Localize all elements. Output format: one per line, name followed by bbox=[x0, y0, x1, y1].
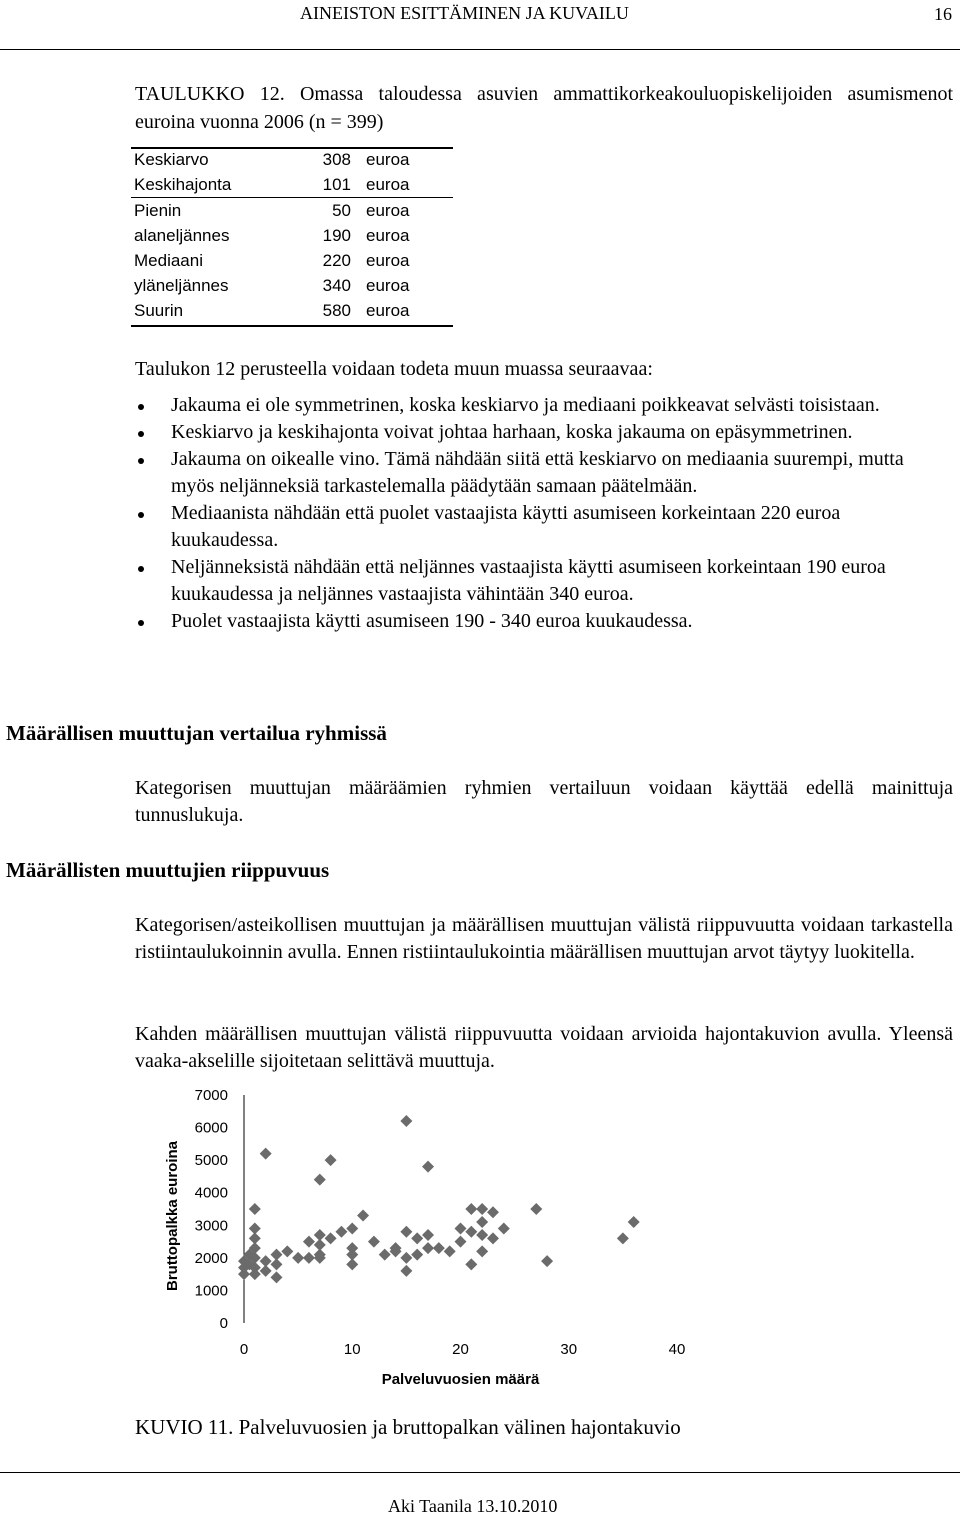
row-value: 220 bbox=[322, 251, 351, 270]
scatter-chart bbox=[160, 1082, 700, 1400]
x-tick-label: 20 bbox=[452, 1341, 469, 1358]
section-heading: Määrällisen muuttujan vertailua ryhmissä bbox=[6, 721, 387, 745]
data-point bbox=[249, 1203, 261, 1215]
data-point bbox=[476, 1203, 488, 1215]
list-item-text: Mediaanista nähdään että puolet vastaajista käytti asumiseen korkeintaan 220 euroa kuukaudessa. bbox=[171, 502, 841, 551]
bullet-icon bbox=[138, 404, 144, 410]
data-point bbox=[433, 1242, 445, 1254]
row-label: Mediaani bbox=[134, 251, 203, 270]
table-row bbox=[131, 301, 453, 326]
data-point bbox=[281, 1245, 293, 1257]
data-point bbox=[628, 1216, 640, 1228]
data-point bbox=[455, 1223, 467, 1235]
table-row bbox=[131, 150, 453, 175]
y-tick-label: 0 bbox=[219, 1315, 228, 1332]
statistics-table bbox=[131, 147, 453, 329]
table-row bbox=[131, 251, 453, 276]
data-point bbox=[400, 1115, 412, 1127]
list-item bbox=[135, 446, 935, 500]
y-tick-label: 1000 bbox=[194, 1282, 228, 1300]
running-header-title: AINEISTON ESITTÄMINEN JA KUVAILU bbox=[300, 3, 629, 23]
data-point bbox=[368, 1236, 380, 1248]
data-point bbox=[400, 1226, 412, 1238]
section-paragraph: Kategorisen/asteikollisen muuttujan ja määrällisen muuttujan välistä riippuvuutta voidaan tarkastella ristiintaulukoinnin avulla. Ennen ristiintaulukointia määrällisen muuttujan arvot täytyy luokitella. bbox=[135, 914, 953, 963]
row-value: 101 bbox=[322, 175, 351, 194]
row-label: Keskihajonta bbox=[134, 175, 232, 194]
list-item bbox=[135, 419, 935, 446]
data-point bbox=[400, 1265, 412, 1277]
list-item bbox=[135, 554, 935, 608]
list-item bbox=[135, 500, 935, 554]
data-point bbox=[346, 1258, 358, 1270]
x-tick-label: 0 bbox=[239, 1341, 249, 1358]
data-point bbox=[325, 1154, 337, 1166]
footer-text: Aki Taanila 13.10.2010 bbox=[388, 1496, 558, 1516]
row-label: alaneljännes bbox=[134, 226, 230, 245]
data-point bbox=[422, 1242, 434, 1254]
data-point bbox=[455, 1236, 467, 1248]
table-row bbox=[131, 175, 453, 200]
data-point bbox=[476, 1229, 488, 1241]
data-point bbox=[325, 1232, 337, 1244]
row-unit: euroa bbox=[366, 276, 410, 295]
bullet-icon bbox=[138, 620, 144, 626]
data-point bbox=[465, 1203, 477, 1215]
row-unit: euroa bbox=[366, 251, 410, 270]
list-item-text: Keskiarvo ja keskihajonta voivat johtaa harhaan, koska jakauma on epäsymmetrinen. bbox=[171, 421, 853, 443]
y-tick-label: 4000 bbox=[194, 1184, 228, 1202]
list-item-text: Puolet vastaajista käytti asumiseen 190 - 340 euroa kuukaudessa. bbox=[171, 610, 693, 632]
data-point bbox=[541, 1255, 553, 1267]
data-point bbox=[487, 1232, 499, 1244]
section-paragraph: Kategorisen muuttujan määräämien ryhmien vertailuun voidaan käyttää edellä mainittuja tunnuslukuja. bbox=[135, 777, 953, 826]
row-value: 580 bbox=[322, 301, 351, 320]
data-point bbox=[444, 1245, 456, 1257]
data-point bbox=[303, 1252, 315, 1264]
footer-rule bbox=[0, 1472, 960, 1473]
row-value: 50 bbox=[332, 201, 351, 220]
page-number: 16 bbox=[934, 4, 952, 24]
data-point bbox=[249, 1223, 261, 1235]
data-point bbox=[260, 1148, 272, 1160]
table-row bbox=[131, 201, 453, 226]
intro-text: Taulukon 12 perusteella voidaan todeta muun muassa seuraavaa: bbox=[135, 358, 653, 380]
x-tick-label: 40 bbox=[668, 1341, 686, 1358]
data-point bbox=[617, 1232, 629, 1244]
list-item bbox=[135, 608, 935, 635]
row-unit: euroa bbox=[366, 226, 410, 245]
data-point bbox=[476, 1245, 488, 1257]
bullet-icon bbox=[138, 431, 144, 437]
data-point bbox=[270, 1258, 282, 1270]
data-point bbox=[314, 1174, 326, 1186]
y-tick-label: 6000 bbox=[194, 1119, 228, 1137]
bullet-icon bbox=[138, 566, 144, 572]
y-tick-label: 5000 bbox=[194, 1152, 228, 1170]
section-paragraph: Kahden määrällisen muuttujan välistä riippuvuutta voidaan arvioida hajontakuvion avulla. Yleensä vaaka-akselille sijoitetaan selittävä muuttuja. bbox=[135, 1023, 953, 1072]
row-label: Keskiarvo bbox=[134, 150, 209, 169]
data-point bbox=[422, 1229, 434, 1241]
data-point bbox=[238, 1268, 250, 1280]
data-point bbox=[400, 1252, 412, 1264]
list-item-text: Neljänneksistä nähdään että neljännes vastaajista käytti asumiseen korkeintaan 190 euroa kuukaudessa ja neljännes vastaajista vähintään 340 euroa. bbox=[171, 556, 886, 605]
x-axis-label: Palveluvuosien määrä bbox=[381, 1371, 540, 1388]
table-row bbox=[131, 276, 453, 301]
data-point bbox=[411, 1232, 423, 1244]
table-top-rule bbox=[131, 147, 453, 149]
header-rule bbox=[0, 49, 960, 50]
list-item-text: Jakauma on oikealle vino. Tämä nähdään siitä että keskiarvo on mediaania suurempi, mutta myös neljänneksiä tarkastelemalla päädytään samaan päätelmään. bbox=[171, 448, 904, 497]
data-point bbox=[530, 1203, 542, 1215]
data-point bbox=[292, 1252, 304, 1264]
figure-caption: KUVIO 11. Palveluvuosien ja bruttopalkan välinen hajontakuvio bbox=[135, 1415, 681, 1439]
data-point bbox=[465, 1226, 477, 1238]
row-unit: euroa bbox=[366, 150, 410, 169]
data-point bbox=[379, 1249, 391, 1261]
y-tick-label: 3000 bbox=[194, 1217, 228, 1235]
row-value: 340 bbox=[322, 276, 351, 295]
data-point bbox=[411, 1249, 423, 1261]
y-tick-label: 2000 bbox=[194, 1249, 228, 1267]
row-unit: euroa bbox=[366, 175, 410, 194]
findings-list bbox=[135, 392, 935, 635]
data-point bbox=[487, 1206, 499, 1218]
table-row bbox=[131, 226, 453, 251]
list-item-text: Jakauma ei ole symmetrinen, koska keskiarvo ja mediaani poikkeavat selvästi toisistaan. bbox=[171, 394, 880, 416]
row-label: Pienin bbox=[134, 201, 182, 220]
row-unit: euroa bbox=[366, 301, 410, 320]
row-value: 308 bbox=[322, 150, 351, 169]
table-caption: TAULUKKO 12. Omassa taloudessa asuvien ammattikorkeakouluopiskelijoiden asumismenot euroina vuonna 2006 (n = 399) bbox=[135, 83, 953, 133]
x-tick-label: 30 bbox=[560, 1341, 578, 1358]
y-tick-label: 7000 bbox=[194, 1087, 228, 1104]
bullet-icon bbox=[138, 458, 144, 464]
data-point bbox=[498, 1223, 510, 1235]
row-value: 190 bbox=[322, 226, 351, 245]
row-unit: euroa bbox=[366, 201, 410, 220]
data-point bbox=[270, 1271, 282, 1283]
data-point bbox=[422, 1161, 434, 1173]
bullet-icon bbox=[138, 512, 144, 518]
row-label: Suurin bbox=[134, 301, 184, 320]
data-point bbox=[357, 1210, 369, 1222]
data-point bbox=[335, 1226, 347, 1238]
x-tick-label: 10 bbox=[343, 1341, 361, 1358]
data-point bbox=[346, 1223, 358, 1235]
section-heading: Määrällisten muuttujien riippuvuus bbox=[6, 858, 330, 882]
data-point bbox=[465, 1258, 477, 1270]
list-item bbox=[135, 392, 935, 419]
data-point bbox=[303, 1236, 315, 1248]
data-point bbox=[249, 1268, 261, 1280]
data-point bbox=[260, 1265, 272, 1277]
data-point bbox=[476, 1216, 488, 1228]
row-label: yläneljännes bbox=[134, 276, 229, 295]
y-axis-label: Bruttopalkka euroina bbox=[164, 1140, 181, 1292]
